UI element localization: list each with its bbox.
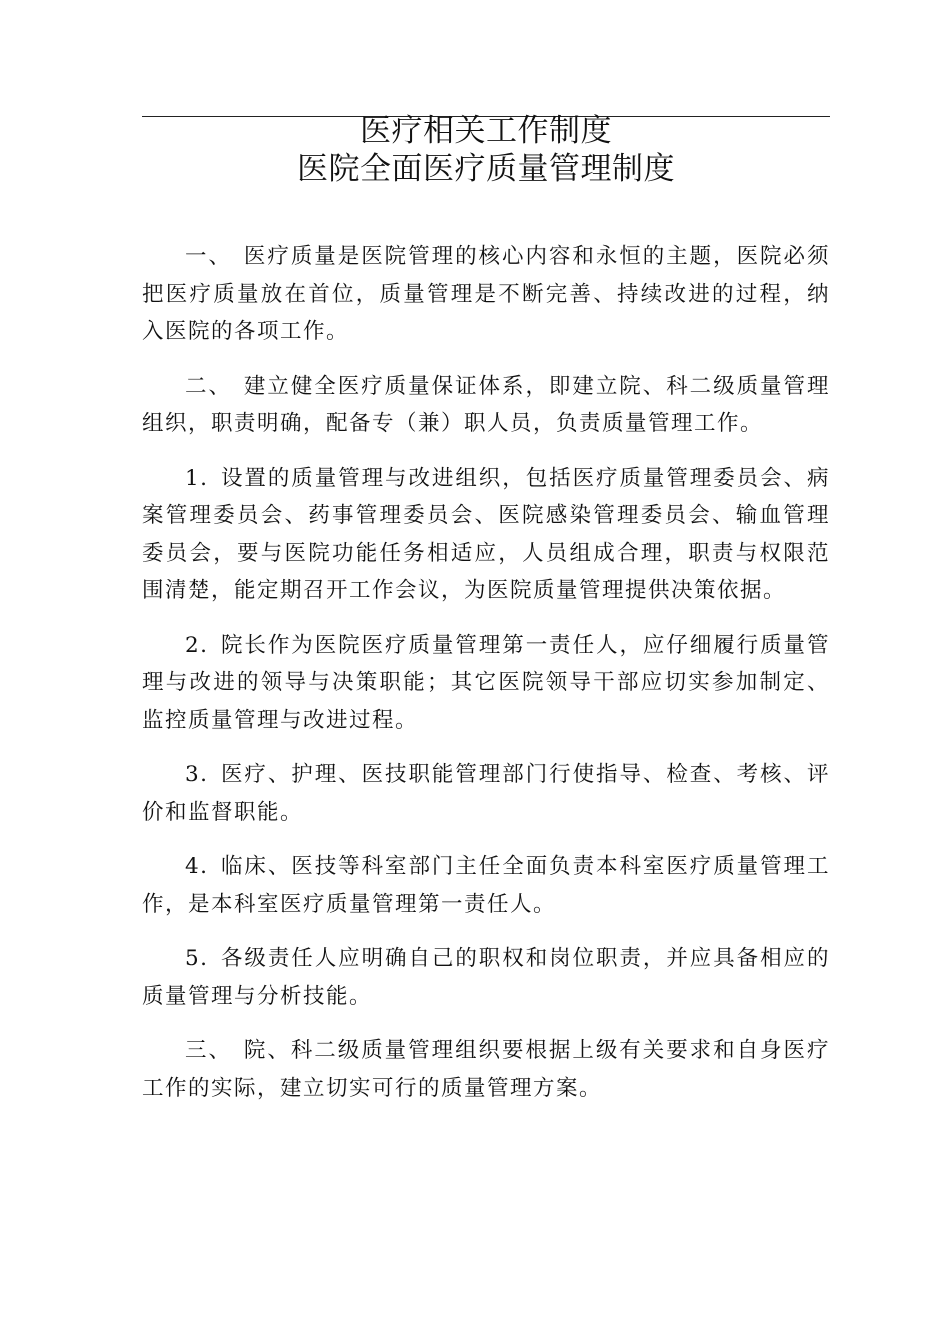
paragraph-text: 建立健全医疗质量保证体系，即建立院、科二级质量管理组织，职责明确，配备专（兼）职人员，负责质量管理工作。 <box>142 373 830 436</box>
paragraph-2 <box>142 368 830 443</box>
document-title: 医疗相关工作制度 <box>360 113 612 149</box>
paragraph-number: 5. <box>185 946 209 971</box>
paragraph-text: 医疗质量是医院管理的核心内容和永恒的主题，医院必须把医疗质量放在首位，质量管理是不断完善、持续改进的过程，纳入医院的各项工作。 <box>142 244 830 344</box>
paragraph-number: 三、 <box>185 1038 232 1063</box>
paragraph-1 <box>142 238 830 351</box>
paragraph-number: 1. <box>185 465 209 491</box>
paragraph-text: 院、科二级质量管理组织要根据上级有关要求和自身医疗工作的实际，建立切实可行的质量管理方案。 <box>142 1038 830 1101</box>
document-body <box>142 238 830 1124</box>
paragraph-text: 院长作为医院医疗质量管理第一责任人，应仔细履行质量管理与改进的领导与决策职能；其它医院领导干部应切实参加制定、监控质量管理与改进过程。 <box>142 632 830 733</box>
paragraph-number: 一、 <box>185 244 232 269</box>
paragraph-text: 医疗、护理、医技职能管理部门行使指导、检查、考核、评价和监督职能。 <box>142 762 830 825</box>
paragraph-3 <box>142 460 830 610</box>
paragraph-4 <box>142 627 830 740</box>
paragraph-5 <box>142 756 830 831</box>
paragraph-6 <box>142 848 830 923</box>
paragraph-8 <box>142 1032 830 1107</box>
document-subtitle: 医院全面医疗质量管理制度 <box>297 151 675 187</box>
title-block <box>142 112 830 188</box>
paragraph-7 <box>142 940 830 1015</box>
paragraph-text: 设置的质量管理与改进组织，包括医疗质量管理委员会、病案管理委员会、药事管理委员会、医院感染管理委员会、输血管理委员会，要与医院功能任务相适应，人员组成合理，职责与权限范围清楚，能定期召开工作会议，为医院质量管理提供决策依据。 <box>142 465 830 603</box>
paragraph-number: 2. <box>185 632 209 658</box>
paragraph-number: 3. <box>185 762 209 787</box>
paragraph-number: 二、 <box>185 373 232 399</box>
paragraph-text: 各级责任人应明确自己的职权和岗位职责，并应具备相应的质量管理与分析技能。 <box>142 946 830 1009</box>
paragraph-number: 4. <box>185 854 209 879</box>
paragraph-text: 临床、医技等科室部门主任全面负责本科室医疗质量管理工作，是本科室医疗质量管理第一责任人。 <box>142 854 830 917</box>
